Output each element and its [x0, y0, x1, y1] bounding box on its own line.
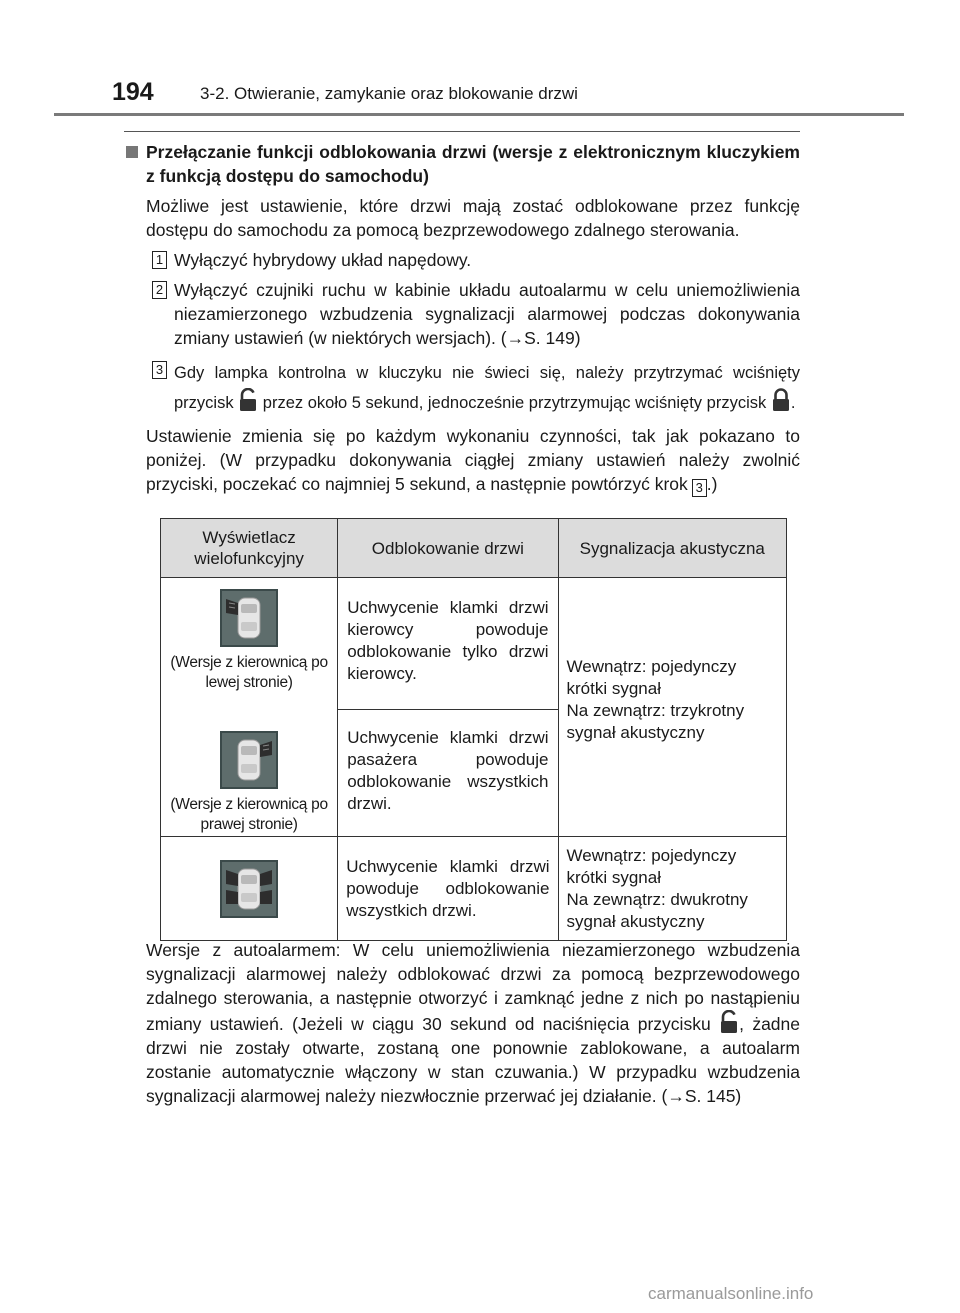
rows12-signal-text: Wewnątrz: pojedynczy krótki sygnał Na zewnątrz: trzykrotny sygnał akustyczny	[566, 657, 745, 742]
step-2	[124, 278, 800, 350]
after-steps-end: .)	[706, 474, 718, 494]
display-cell	[161, 578, 338, 837]
row3-signal-cell	[558, 837, 787, 941]
steps-list	[124, 248, 800, 418]
step-text-c: .	[790, 394, 796, 412]
step-number-box: 3	[152, 361, 167, 379]
intro-paragraph: Możliwe jest ustawienie, które drzwi mają zostać odblokowane przez funkcję dostępu do samochodu za pomocą bezprzewodowego zdalnego sterowania.	[146, 196, 800, 240]
step-text: Wyłączyć czujniki ruchu w kabinie układu autoalarmu w celu uniemożliwienia niezamierzonego wzbudzenia sygnalizacji alarmowej podczas dokonywania zmiany ustawień (w niektórych wersjach). (→S. 149)	[174, 280, 800, 348]
header-unlock: Odblokowanie drzwi	[338, 519, 558, 578]
step-text: Wyłączyć hybrydowy układ napędowy.	[174, 250, 472, 270]
header-signal: Sygnalizacja akustyczna	[558, 519, 787, 578]
step-text-b: przez około 5 sekund, jednocześnie przytrzymując wciśnięty przycisk	[262, 394, 767, 412]
step-number-box: 1	[152, 251, 167, 269]
header-divider	[54, 113, 904, 116]
row2-unlock-cell	[338, 709, 558, 836]
display-right-caption: (Wersje z kierownicą po prawej stronie)	[170, 796, 328, 833]
alarm-note-text-a: Wersje z autoalarmem: W celu uniemożliwienia niezamierzonego wzbudzenia sygnalizacji alarmowej należy odblokować drzwi za pomocą bezprzewodowego zdalnego sterowania, a następnie otworzyć i zamknąć jedne z nich po nastąpieniu zmiany ustawień. (Jeżeli w ciągu 30 sekund od naciśnięcia przycisku	[146, 940, 800, 1034]
row2-unlock-text: Uchwycenie klamki drzwi pasażera powoduje odblokowanie wszystkich drzwi.	[347, 727, 549, 813]
chapter-title: 3-2. Otwieranie, zamykanie oraz blokowanie drzwi	[200, 84, 578, 103]
rows12-signal-cell	[558, 578, 787, 837]
display-left-caption: (Wersje z kierownicą po lewej stronie)	[170, 654, 328, 691]
car-all-doors-display-icon	[220, 860, 278, 918]
display-cell-all	[161, 837, 338, 941]
page-header	[0, 0, 960, 120]
section-divider	[124, 131, 800, 132]
table-row	[161, 578, 787, 710]
alarm-note-text-b: , żadne drzwi nie zostały otwarte, zostaną one ponownie zablokowane, a autoalarm zostanie automatycznie włączony w stan czuwania.) W przypadku wzbudzenia sygnalizacji alarmowej należy niezwłocznie przerwać jej działanie. (→S. 145)	[146, 1014, 800, 1106]
watermark: carmanualsonline.info	[648, 1284, 814, 1303]
row1-unlock-text: Uchwycenie klamki drzwi kierowcy powoduje odblokowanie tylko drzwi kierowcy.	[347, 598, 549, 683]
bullet-square-icon	[126, 146, 138, 158]
settings-table	[160, 518, 787, 941]
after-steps-paragraph	[124, 424, 800, 496]
section-content	[124, 140, 800, 496]
row1-unlock-cell	[338, 578, 558, 710]
unlock-button-icon	[719, 1010, 739, 1034]
row3-signal-text: Wewnątrz: pojedynczy krótki sygnał Na zewnątrz: dwukrotny sygnał akustyczny	[566, 845, 748, 931]
alarm-note-paragraph	[146, 938, 800, 1108]
step-reference-box: 3	[692, 479, 707, 497]
table-row	[161, 837, 787, 941]
car-driver-door-display-icon	[220, 589, 278, 647]
table-header-row	[161, 519, 787, 578]
car-passenger-door-display-icon	[220, 731, 278, 789]
after-steps-text: Ustawienie zmienia się po każdym wykonaniu czynności, tak jak pokazano to poniżej. (W przypadku dokonywania ciągłej zmiany ustawień należy zwolnić przyciski, poczekać co najmniej 5 sekund, a następnie powtórzyć krok	[146, 426, 800, 494]
step-number-box: 2	[152, 281, 167, 299]
row3-unlock-cell	[338, 837, 558, 941]
section-heading	[124, 140, 800, 188]
step-1	[124, 248, 800, 272]
step-text-a: Gdy lampka kontrolna w kluczyku nie świeci się, należy przytrzymać wciśnięty przycisk	[174, 364, 800, 412]
unlock-button-icon	[238, 388, 258, 412]
header-display: Wyświetlacz wielofunkcyjny	[161, 519, 338, 578]
section-title-text: Przełączanie funkcji odblokowania drzwi (wersje z elektronicznym kluczykiem z funkcją dostępu do samochodu)	[146, 142, 800, 186]
step-3	[124, 358, 800, 418]
page-number: 194	[112, 78, 154, 106]
lock-button-icon	[771, 388, 791, 412]
row3-unlock-text: Uchwycenie klamki drzwi powoduje odblokowanie wszystkich drzwi.	[346, 856, 550, 920]
